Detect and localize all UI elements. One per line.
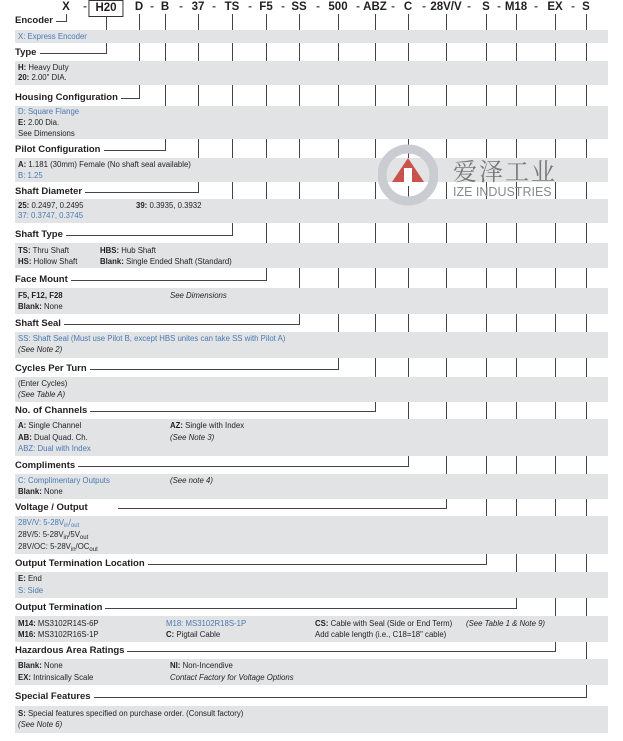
- note-channels: (See Note 3): [170, 433, 215, 442]
- option-cs: CS: Cable with Seal (Side or End Term): [315, 619, 453, 628]
- note-seal: (See Note 2): [18, 345, 63, 354]
- option-band: [15, 572, 608, 598]
- option-pigtail: C: Pigtail Cable: [166, 630, 221, 639]
- section-title-special: Special Features: [15, 691, 94, 703]
- option-dual-with-index: ABZ: Dual with Index: [18, 444, 91, 453]
- option-complimentary-outputs: C: Complimentary Outputs: [18, 476, 110, 485]
- option-hollow-shaft: HS: Hollow Shaft: [18, 257, 78, 266]
- connector-line: [266, 14, 267, 280]
- option-shaft-37: 37: 0.3747, 0.3745: [18, 211, 84, 220]
- option-28v-v: 28V/V: $5-28V_{in}/_{out}$: [18, 518, 80, 529]
- code-separator: -: [467, 1, 471, 13]
- option-intrinsically: EX: Intrinsically Scale: [18, 673, 94, 682]
- code-separator: -: [248, 1, 252, 13]
- option-heavy-duty: H: Heavy Duty: [18, 63, 69, 72]
- connector-line: [55, 21, 67, 22]
- option-compliments-blank: Blank: None: [18, 487, 63, 496]
- connector-line: [85, 192, 199, 193]
- option-shaft-39: 39: 0.3935, 0.3932: [136, 201, 202, 210]
- code-shaft-type: TS: [224, 1, 240, 13]
- option-200-dia: E: 2.00 Dia.: [18, 118, 60, 127]
- connector-line: [70, 280, 267, 281]
- option-express-encoder: X: Express Encoder: [18, 32, 87, 41]
- code-channels: ABZ: [363, 1, 387, 13]
- code-termination: M18: [504, 1, 528, 13]
- note-special: (See Note 6): [18, 720, 63, 729]
- option-m18: M18: MS3102R18S-1P: [166, 619, 247, 628]
- code-separator: -: [497, 1, 501, 13]
- option-band: [15, 61, 608, 85]
- option-m16: M16: MS3102R16S-1P: [18, 630, 99, 639]
- connector-line: [118, 508, 447, 509]
- connector-line: [40, 53, 107, 54]
- option-square-flange: D: Square Flange: [18, 107, 80, 116]
- section-title-housing: Housing Configuration: [15, 92, 121, 104]
- section-title-compliments: Compliments: [15, 460, 78, 472]
- option-28v-oc: 28V/OC: $5-28V_{in}/OC_{out}$: [18, 542, 98, 553]
- option-single-channel: A: Single Channel: [18, 421, 82, 430]
- option-hazard-blank: Blank: None: [18, 661, 63, 670]
- option-hub-shaft: HBS: Hub Shaft: [100, 246, 156, 255]
- code-separator: -: [83, 1, 87, 13]
- code-separator: -: [571, 1, 575, 13]
- code-separator: -: [534, 1, 538, 13]
- section-title-shaft-diameter: Shaft Diameter: [15, 186, 85, 198]
- connector-line: [101, 150, 166, 151]
- option-enter-cycles: (Enter Cycles): [18, 379, 68, 388]
- code-type: H20: [88, 0, 123, 17]
- code-face-mount: F5: [259, 1, 273, 13]
- connector-line: [77, 466, 409, 467]
- code-separator: -: [316, 1, 320, 13]
- connector-line: [93, 697, 587, 698]
- option-20-dia: 20: 2.00" DIA.: [18, 73, 67, 82]
- code-pilot: B: [160, 1, 170, 13]
- code-special: S: [582, 1, 590, 13]
- watermark-en: IZE INDUSTRIES: [453, 185, 552, 199]
- connector-line: [125, 651, 556, 652]
- option-face-blank: Blank: None: [18, 302, 63, 311]
- code-hazard: EX: [547, 1, 563, 13]
- code-cycles: 500: [328, 1, 348, 13]
- section-title-pilot: Pilot Configuration: [15, 144, 104, 156]
- section-title-channels: No. of Channels: [15, 405, 90, 417]
- section-title-encoder: Encoder: [15, 15, 56, 27]
- code-compliments: C: [403, 1, 413, 13]
- connector-line: [66, 235, 233, 236]
- option-band: [15, 419, 608, 456]
- code-separator: -: [422, 1, 426, 13]
- code-separator: -: [150, 1, 154, 13]
- code-separator: -: [391, 1, 395, 13]
- option-thru-shaft: TS: Thru Shaft: [18, 246, 69, 255]
- option-face-mount-codes: F5, F12, F28: [18, 291, 63, 300]
- option-side: S: Side: [18, 586, 44, 595]
- connector-line: [139, 14, 140, 98]
- note-hazard: Contact Factory for Voltage Options: [170, 673, 294, 682]
- option-band: [15, 377, 608, 402]
- option-band: [15, 659, 608, 685]
- option-end: E: End: [18, 574, 42, 583]
- option-single-ended-shaft: Blank: Single Ended Shaft (Standard): [100, 257, 232, 266]
- option-special: S: Special features specified on purchase order. (Consult factory): [18, 709, 244, 718]
- option-cable-length: Add cable length (i.e., C18=18" cable): [315, 630, 447, 639]
- code-separator: -: [281, 1, 285, 13]
- option-band: [15, 199, 608, 223]
- option-dual-quad: AB: Dual Quad. Ch.: [18, 433, 88, 442]
- section-title-shaft-type: Shaft Type: [15, 229, 66, 241]
- connector-line: [89, 369, 339, 370]
- option-see-dimensions: See Dimensions: [18, 129, 75, 138]
- option-pilot-a: A: 1.181 (30mm) Female (No shaft seal available): [18, 160, 191, 169]
- option-non-incendive: NI: Non-Incendive: [170, 661, 233, 670]
- note-cycles: (See Table A): [18, 390, 66, 399]
- option-band: [15, 516, 608, 554]
- option-single-with-index: AZ: Single with Index: [170, 421, 245, 430]
- section-title-cycles: Cycles Per Turn: [15, 363, 90, 375]
- note-compliments: (See note 4): [170, 476, 213, 485]
- option-band: [15, 288, 608, 314]
- section-title-type: Type: [15, 47, 39, 59]
- option-pilot-b: B: 1.25: [18, 171, 43, 180]
- code-shaft-diameter: 37: [191, 1, 205, 13]
- code-separator: -: [356, 1, 360, 13]
- code-separator: -: [179, 1, 183, 13]
- connector-line: [104, 608, 517, 609]
- code-shaft-seal: SS: [291, 1, 307, 13]
- note-termination: (See Table 1 & Note 9): [466, 619, 546, 628]
- option-band: [15, 30, 608, 43]
- code-housing: D: [134, 1, 144, 13]
- section-title-face-mount: Face Mount: [15, 274, 71, 286]
- code-voltage: 28V/V: [430, 1, 462, 13]
- section-title-term-location: Output Termination Location: [15, 558, 148, 570]
- code-term-location: S: [482, 1, 490, 13]
- watermark-cn: 爱泽工业: [453, 159, 557, 186]
- connector-line: [145, 564, 487, 565]
- section-title-hazard: Hazardous Area Ratings: [15, 645, 127, 657]
- section-title-voltage: Voltage / Output: [15, 502, 91, 514]
- code-encoder: X: [62, 1, 70, 13]
- option-shaft-seal: SS: Shaft Seal (Must use Pilot B, except HBS unites can take SS with Pilot A): [18, 334, 286, 343]
- section-title-termination: Output Termination: [15, 602, 105, 614]
- connector-line: [63, 324, 300, 325]
- code-separator: -: [212, 1, 216, 13]
- option-band: [15, 106, 608, 139]
- option-face-see-dimensions: See Dimensions: [170, 291, 227, 300]
- option-m14: M14: MS3102R14S-6P: [18, 619, 99, 628]
- section-title-shaft-seal: Shaft Seal: [15, 318, 64, 330]
- ize-logo-icon: [378, 140, 438, 210]
- connector-line: [89, 411, 376, 412]
- option-28v-5: 28V/5: $5-28V_{in}/5V_{out}$: [18, 530, 89, 541]
- option-shaft-25: 25: 0.2497, 0.2495: [18, 201, 84, 210]
- connector-line: [66, 14, 67, 21]
